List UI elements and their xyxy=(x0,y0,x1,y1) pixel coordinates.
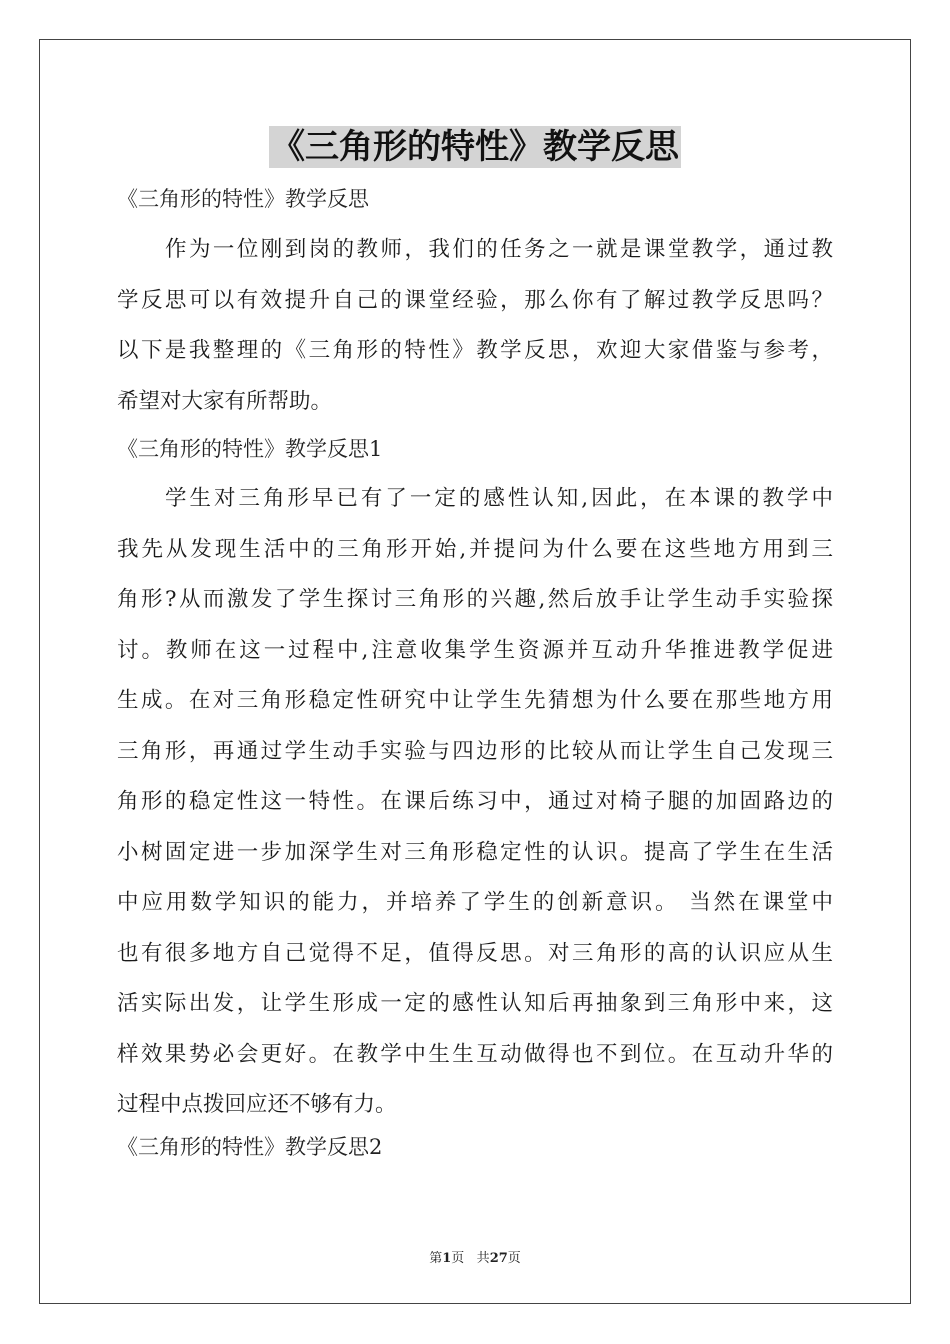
text-line: 讨。教师在这一过程中,注意收集学生资源并互动升华推进教学促进 xyxy=(117,637,833,663)
title-container xyxy=(0,126,950,168)
text-line: 小树固定进一步加深学生对三角形稳定性的认识。提高了学生在生活 xyxy=(117,839,833,865)
text-line: 过程中点拨回应还不够有力。 xyxy=(117,1092,397,1117)
text-line: 活实际出发，让学生形成一定的感性认知后再抽象到三角形中来，这 xyxy=(117,991,833,1016)
text-line: 学反思可以有效提升自己的课堂经验，那么你有了解过教学反思吗？ xyxy=(117,287,833,313)
document-title: 《三角形的特性》教学反思 xyxy=(271,127,679,167)
page-number: 1 xyxy=(442,1251,452,1266)
page-suffix: 页 xyxy=(451,1251,465,1266)
text-line: 三角形，再通过学生动手实验与四边形的比较从而让学生自己发现三 xyxy=(117,738,833,764)
page-footer xyxy=(0,1247,950,1266)
intro-paragraph xyxy=(117,225,833,427)
section-heading-2: 《三角形的特性》教学反思2 xyxy=(117,1135,383,1159)
section-heading-1: 《三角形的特性》教学反思1 xyxy=(117,437,383,461)
text-line: 也有很多地方自己觉得不足，值得反思。对三角形的高的认识应从生 xyxy=(117,940,833,966)
text-line: 以下是我整理的《三角形的特性》教学反思，欢迎大家借鉴与参考， xyxy=(117,338,833,363)
section1-paragraph xyxy=(117,474,833,1131)
text-line: 角形?从而激发了学生探讨三角形的兴趣,然后放手让学生动手实验探 xyxy=(117,587,833,612)
document-subtitle: 《三角形的特性》教学反思 xyxy=(117,187,369,211)
total-prefix: 共 xyxy=(476,1251,490,1266)
page-prefix: 第 xyxy=(429,1251,443,1266)
text-line: 学生对三角形早已有了一定的感性认知,因此，在本课的教学中 xyxy=(165,486,833,511)
text-line: 中应用数学知识的能力，并培养了学生的创新意识。 当然在课堂中 xyxy=(117,890,833,915)
total-pages: 27 xyxy=(489,1251,508,1266)
text-line: 角形的稳定性这一特性。在课后练习中，通过对椅子腿的加固路边的 xyxy=(117,789,833,814)
total-suffix: 页 xyxy=(507,1251,521,1266)
text-line: 希望对大家有所帮助。 xyxy=(117,388,333,414)
text-line: 生成。在对三角形稳定性研究中让学生先猜想为什么要在那些地方用 xyxy=(117,688,833,713)
text-line: 样效果势必会更好。在教学中生生互动做得也不到位。在互动升华的 xyxy=(117,1041,833,1067)
text-line: 作为一位刚到岗的教师，我们的任务之一就是课堂教学，通过教 xyxy=(165,237,833,262)
text-line: 我先从发现生活中的三角形开始,并提问为什么要在这些地方用到三 xyxy=(117,536,833,562)
